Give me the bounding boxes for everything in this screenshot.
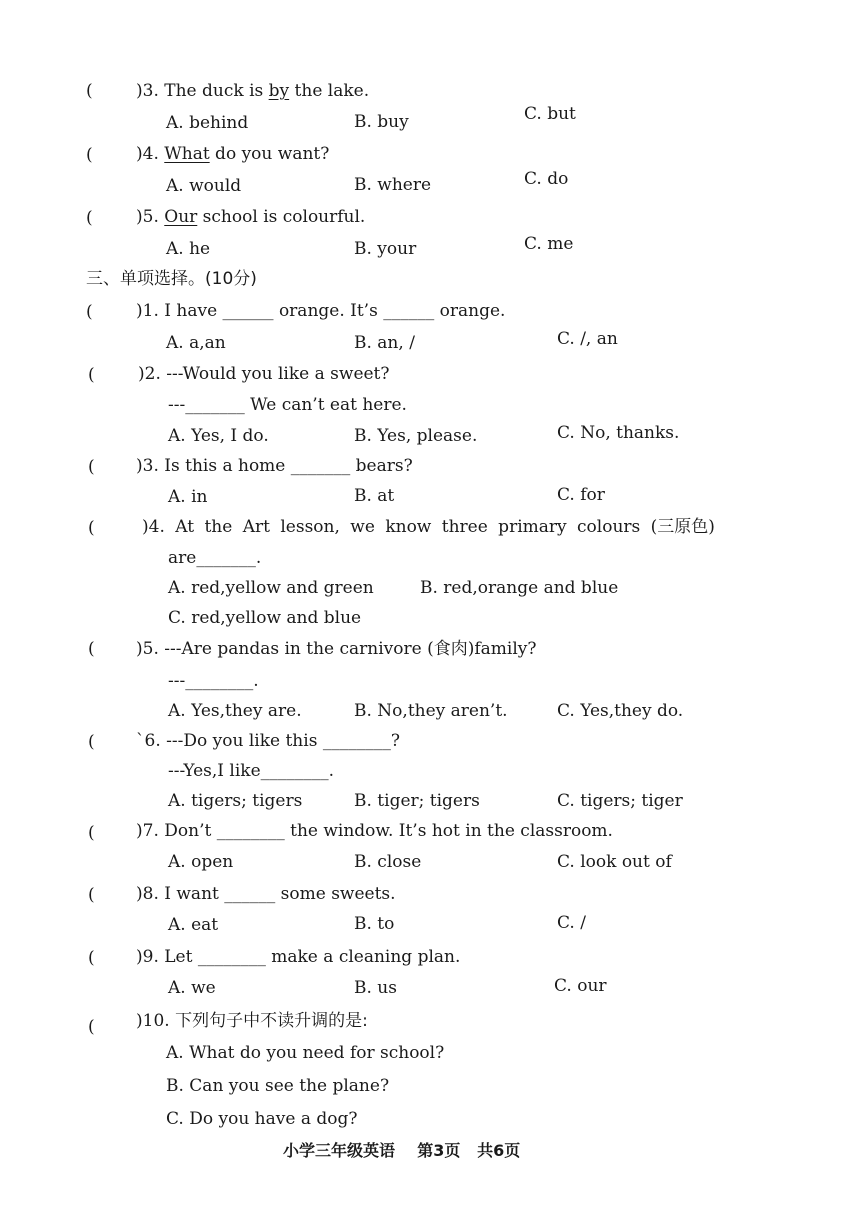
answer-paren: ( bbox=[86, 81, 93, 101]
question-text: )2. ---Would you like a sweet? bbox=[138, 364, 390, 384]
answer-paren: ( bbox=[86, 302, 93, 322]
option-c: C. Yes,they do. bbox=[557, 701, 684, 721]
option-c: C. for bbox=[557, 485, 605, 505]
question-text: )3. Is this a home _______ bears? bbox=[136, 456, 413, 476]
option-b: B. an, / bbox=[354, 333, 415, 353]
option-c: C. / bbox=[557, 913, 586, 933]
option-c: C. me bbox=[524, 234, 574, 254]
question-text: )10. 下列句子中不读升调的是: bbox=[136, 1011, 368, 1031]
answer-paren: ( bbox=[88, 732, 95, 752]
option-a: A. tigers; tigers bbox=[168, 791, 303, 811]
option-b: B. Can you see the plane? bbox=[166, 1076, 390, 1096]
question-text: )4. What do you want? bbox=[136, 144, 330, 164]
option-a: A. a,an bbox=[166, 333, 226, 353]
answer-paren: ( bbox=[88, 518, 95, 538]
option-c: C. /, an bbox=[557, 329, 618, 349]
answer-paren: ( bbox=[88, 885, 95, 905]
option-a: A. would bbox=[166, 176, 242, 196]
option-b: B. red,orange and blue bbox=[420, 578, 619, 598]
question-text-line2: ---Yes,I like________. bbox=[168, 761, 335, 781]
option-b: B. tiger; tigers bbox=[354, 791, 480, 811]
option-b: B. at bbox=[354, 486, 395, 506]
option-a: A. red,yellow and green bbox=[168, 578, 374, 598]
answer-paren: ( bbox=[88, 639, 95, 659]
question-text: `6. ---Do you like this ________? bbox=[136, 731, 400, 751]
answer-paren: ( bbox=[86, 145, 93, 165]
option-a: A. we bbox=[168, 978, 216, 998]
option-c: C. Do you have a dog? bbox=[166, 1109, 358, 1129]
option-b: B. your bbox=[354, 239, 417, 259]
option-c: C. red,yellow and blue bbox=[168, 608, 362, 628]
option-a: A. he bbox=[166, 239, 211, 259]
option-a: A. in bbox=[168, 487, 208, 507]
option-a: A. What do you need for school? bbox=[166, 1043, 445, 1063]
question-text: )8. I want ______ some sweets. bbox=[136, 884, 396, 904]
option-b: B. Yes, please. bbox=[354, 426, 478, 446]
option-c: C. look out of bbox=[557, 852, 672, 872]
option-a: A. open bbox=[168, 852, 234, 872]
option-a: A. eat bbox=[168, 915, 219, 935]
answer-paren: ( bbox=[86, 208, 93, 228]
option-c: C. do bbox=[524, 169, 569, 189]
question-text: )5. ---Are pandas in the carnivore (食肉)family? bbox=[136, 639, 537, 659]
option-a: A. Yes, I do. bbox=[168, 426, 269, 446]
option-c: C. No, thanks. bbox=[557, 423, 680, 443]
option-c: C. our bbox=[554, 976, 607, 996]
question-text: )3. The duck is by the lake. bbox=[136, 81, 370, 101]
question-text: )4. At the Art lesson, we know three primary colours (三原色) bbox=[142, 517, 715, 537]
answer-paren: ( bbox=[88, 457, 95, 477]
question-text-line2: are_______. bbox=[168, 548, 262, 568]
answer-paren: ( bbox=[88, 1017, 95, 1037]
question-text-line2: ---________. bbox=[168, 671, 259, 691]
option-b: B. No,they aren’t. bbox=[354, 701, 508, 721]
page-footer: 小学三年级英语 第3页 共6页 bbox=[283, 1141, 521, 1160]
question-text: )7. Don’t ________ the window. It’s hot in the classroom. bbox=[136, 821, 613, 841]
answer-paren: ( bbox=[88, 823, 95, 843]
answer-paren: ( bbox=[88, 365, 95, 385]
option-b: B. us bbox=[354, 978, 397, 998]
option-c: C. but bbox=[524, 104, 576, 124]
option-c: C. tigers; tiger bbox=[557, 791, 683, 811]
section-heading: 三、单项选择。(10分) bbox=[86, 269, 257, 289]
option-b: B. where bbox=[354, 175, 432, 195]
option-b: B. close bbox=[354, 852, 422, 872]
option-a: A. Yes,they are. bbox=[168, 701, 302, 721]
option-b: B. buy bbox=[354, 112, 409, 132]
question-text: )1. I have ______ orange. It’s ______ orange. bbox=[136, 301, 506, 321]
option-a: A. behind bbox=[166, 113, 249, 133]
option-b: B. to bbox=[354, 914, 395, 934]
question-text: )9. Let ________ make a cleaning plan. bbox=[136, 947, 461, 967]
answer-paren: ( bbox=[88, 948, 95, 968]
question-text: )5. Our school is colourful. bbox=[136, 207, 366, 227]
question-text-line2: ---_______ We can’t eat here. bbox=[168, 395, 407, 415]
